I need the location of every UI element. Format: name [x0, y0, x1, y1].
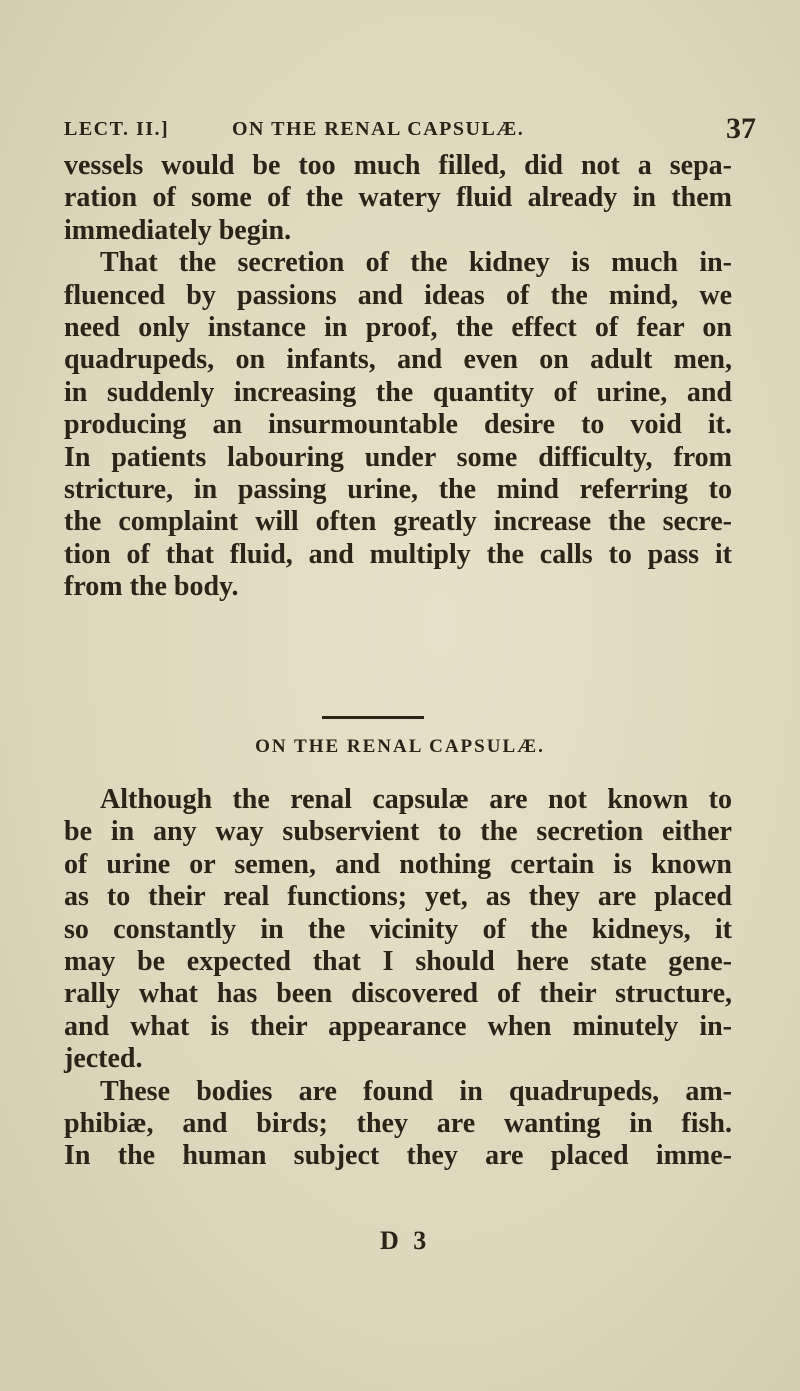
text-line: ration of some of the watery fluid already in them	[64, 182, 732, 214]
text-line: so constantly in the vicinity of the kidneys, it	[64, 913, 732, 945]
text-line: as to their real functions; yet, as they are placed	[64, 881, 732, 913]
section-divider	[322, 716, 424, 719]
text-line: vessels would be too much filled, did not a sepa-	[64, 150, 732, 181]
section-heading: ON THE RENAL CAPSULÆ.	[255, 736, 545, 757]
text-line: the complaint will often greatly increase the secre-	[64, 506, 732, 538]
text-block-kidney-secretion	[64, 150, 732, 603]
text-line: may be expected that I should here state gene-	[64, 945, 732, 977]
text-line: immediately begin.	[64, 214, 292, 246]
lecture-marker: LECT. II.]	[64, 118, 170, 140]
text-line: rally what has been discovered of their structure,	[64, 978, 732, 1010]
text-block-renal-capsulae	[64, 784, 732, 1173]
running-head	[64, 112, 756, 150]
text-line: producing an insurmountable desire to void it.	[64, 409, 732, 441]
text-line: Although the renal capsulæ are not known to	[100, 784, 732, 815]
text-line: in suddenly increasing the quantity of urine, and	[64, 376, 732, 408]
text-line: That the secretion of the kidney is much in-	[100, 247, 732, 279]
text-line: In the human subject they are placed imme-	[64, 1140, 732, 1172]
text-line: quadrupeds, on infants, and even on adult men,	[64, 344, 732, 376]
text-line: tion of that fluid, and multiply the calls to pass it	[64, 538, 732, 570]
text-line: need only instance in proof, the effect of fear on	[64, 311, 732, 343]
signature-mark: D 3	[380, 1226, 431, 1255]
text-line: and what is their appearance when minutely in-	[64, 1010, 732, 1042]
text-line: from the body.	[64, 571, 239, 603]
text-line: be in any way subservient to the secretion either	[64, 816, 732, 848]
text-line: phibiæ, and birds; they are wanting in fish.	[64, 1107, 732, 1139]
text-line: of urine or semen, and nothing certain is known	[64, 848, 732, 880]
running-title: ON THE RENAL CAPSULÆ.	[232, 118, 525, 140]
text-line: jected.	[64, 1043, 143, 1075]
text-line: These bodies are found in quadrupeds, am-	[100, 1075, 732, 1107]
text-line: fluenced by passions and ideas of the mind, we	[64, 279, 732, 311]
text-line: stricture, in passing urine, the mind referring to	[64, 473, 732, 505]
text-line: In patients labouring under some difficulty, from	[64, 441, 732, 473]
page-number: 37	[726, 112, 756, 145]
